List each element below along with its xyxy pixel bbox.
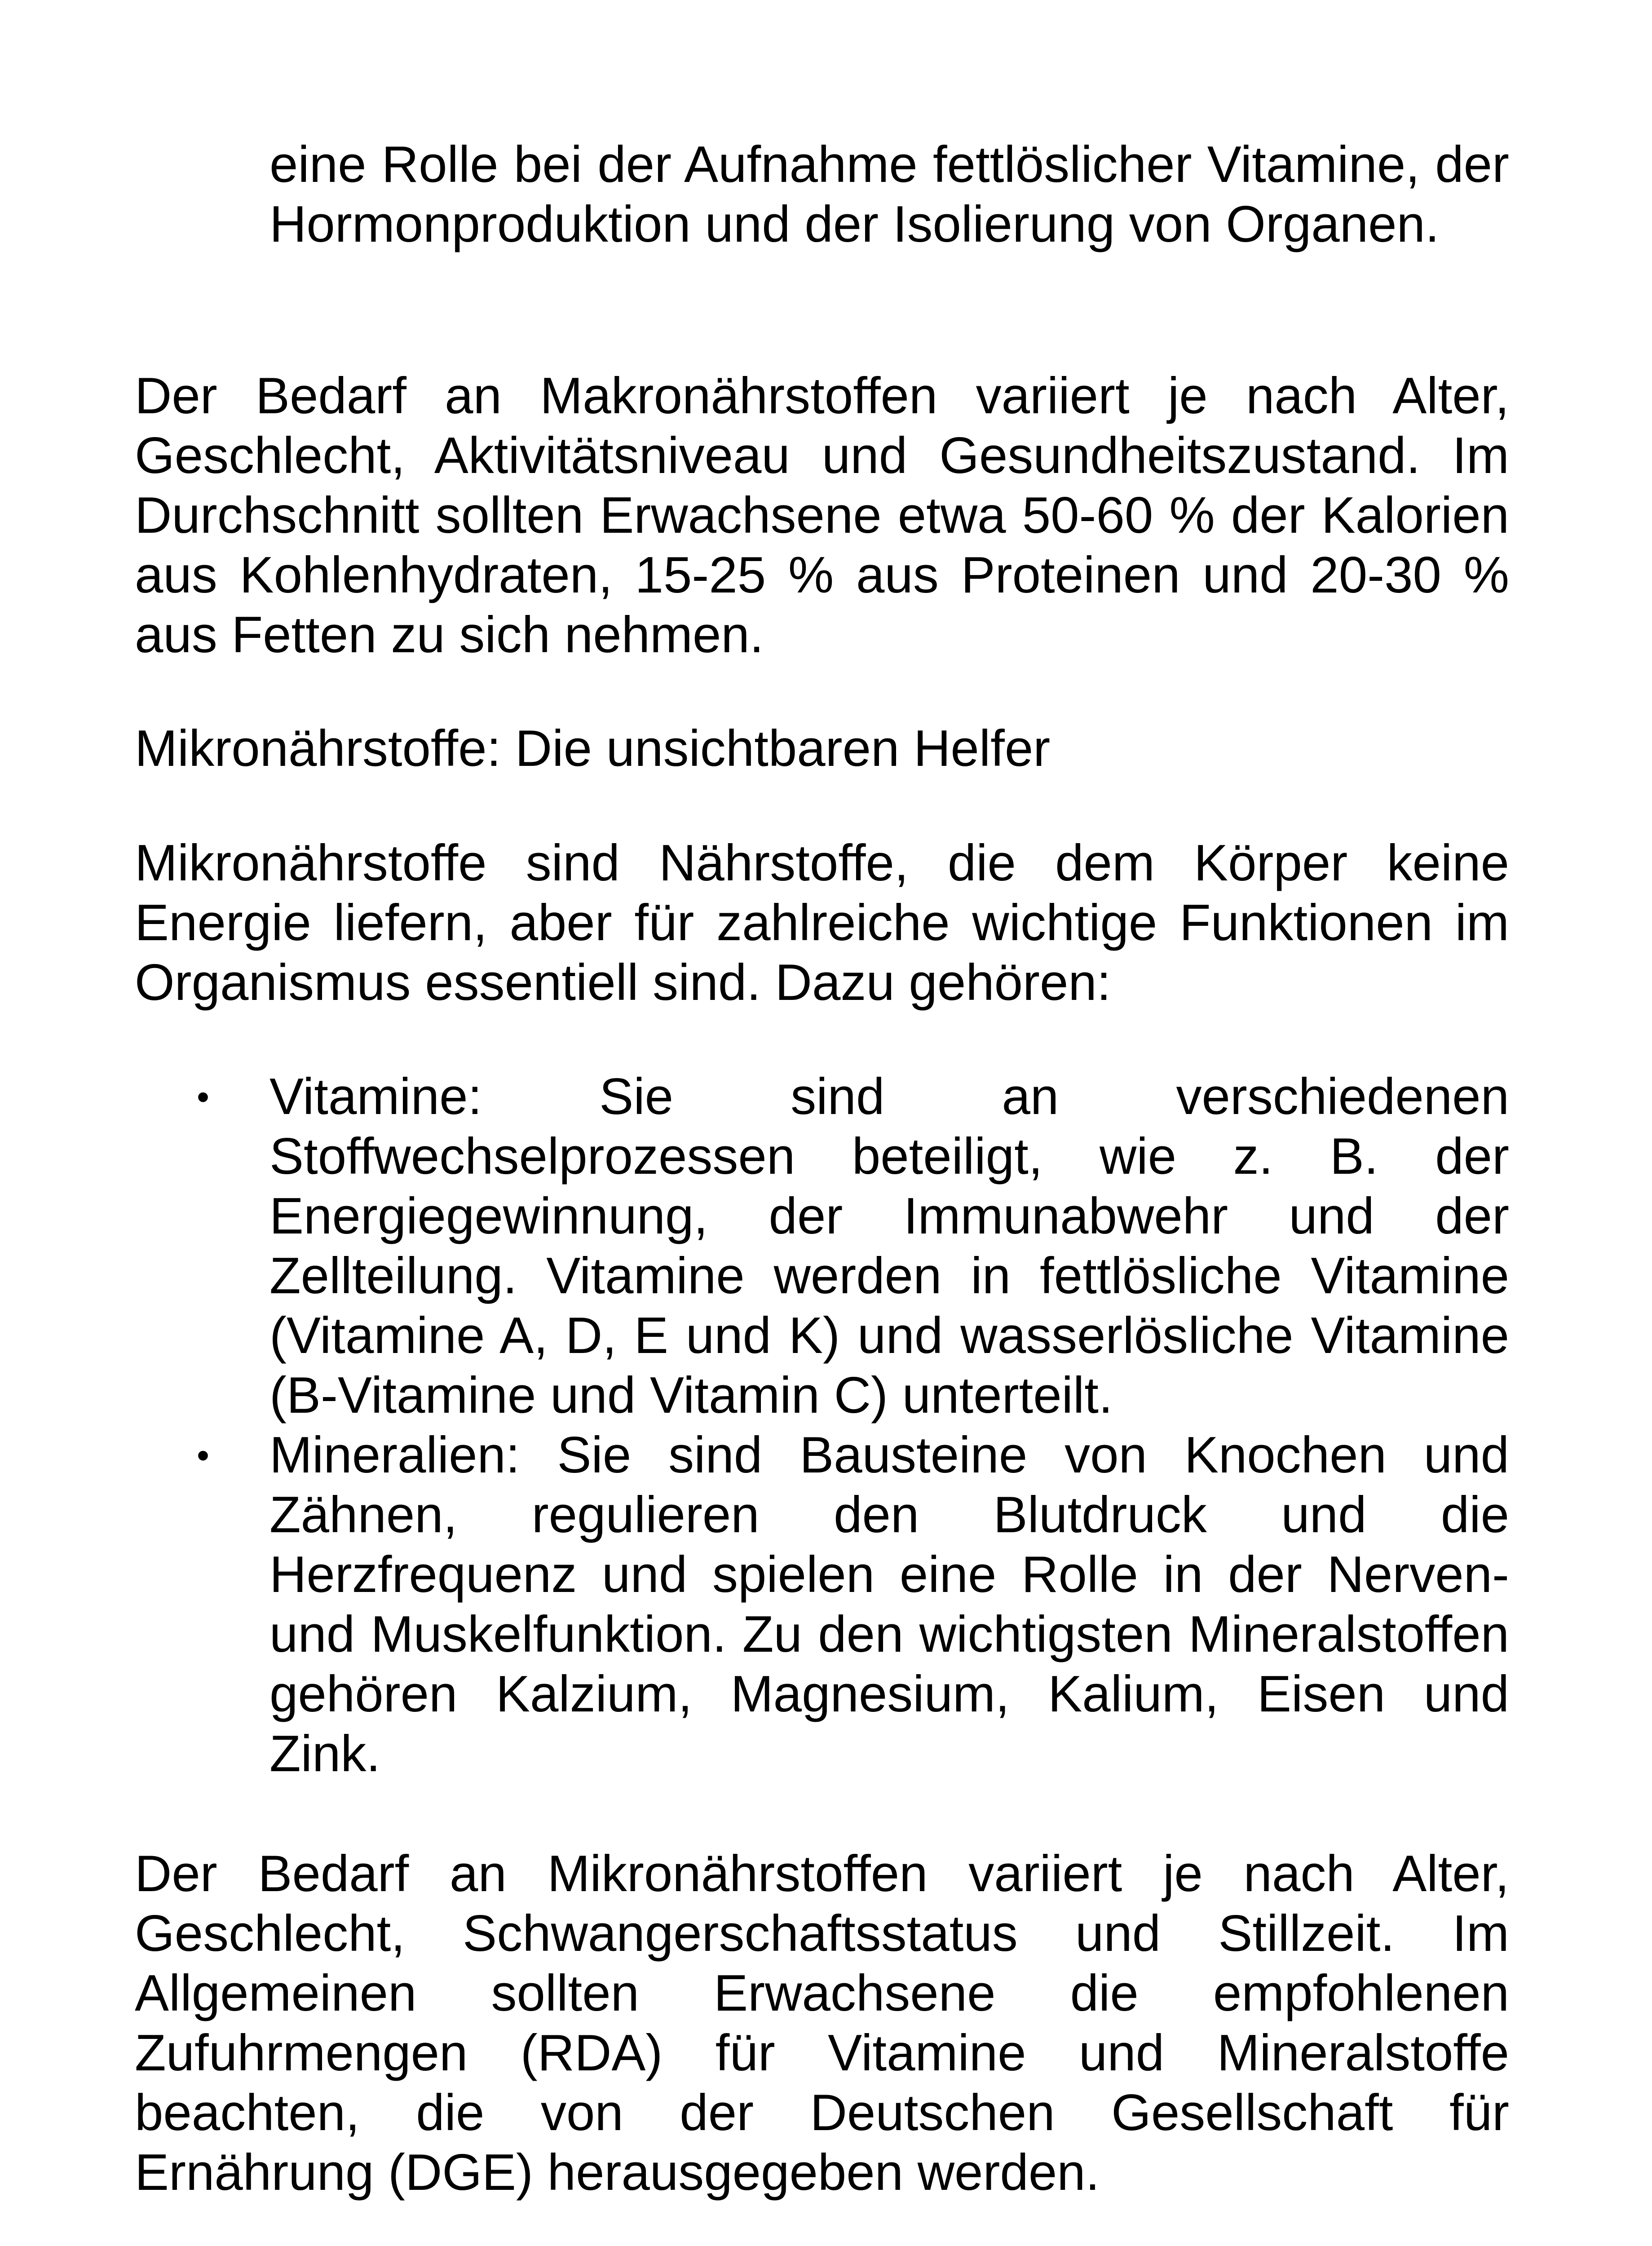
micronutrient-intro-paragraph: Mikronährstoffe sind Nährstoffe, die dem Körper keine Energie liefern, aber für zahlreiche wichtige Funktionen im Organismus essentiell sind. Dazu gehören: [135,835,1509,1011]
continued-paragraph: eine Rolle bei der Aufnahme fettlöslicher Vitamine, der Hormonproduktion und der Isolierung von Organen. [269,136,1509,253]
micronutrient-needs-paragraph: Der Bedarf an Mikronährstoffen variiert je nach Alter, Geschlecht, Schwangerschaftsstatus und Stillzeit. Im Allgemeinen sollten Erwachsene die empfohlenen Zufuhrmengen (RDA) für Vitamine und Mineralstoffe beachten, die von der Deutschen Gesellschaft für Ernährung (DGE) herausgegeben werden. [135,1845,1509,2201]
list-item [135,1067,1509,1425]
bullet-icon: • [197,1435,210,1475]
list-item-text: Vitamine: Sie sind an verschiedenen Stoffwechselprozessen beteiligt, wie z. B. der Energiegewinnung, der Immunabwehr und der Zellteilung. Vitamine werden in fettlösliche Vitamine (Vitamine A, D, E und K) und wasserlösliche Vitamine (B-Vitamine und Vitamin C) unterteilt. [269,1068,1509,1424]
micronutrient-list [135,1067,1509,1784]
list-item-text: Mineralien: Sie sind Bausteine von Knochen und Zähnen, regulieren den Blutdruck und die Herzfrequenz und spielen eine Rolle in der Nerven- und Muskelfunktion. Zu den wichtigsten Mineralstoffen gehören Kalzium, Magnesium, Kalium, Eisen und Zink. [269,1427,1509,1782]
list-item [135,1425,1509,1784]
section-heading: Mikronährstoffe: Die unsichtbaren Helfer [135,720,1051,777]
macronutrient-needs-paragraph: Der Bedarf an Makronährstoffen variiert je nach Alter, Geschlecht, Aktivitätsniveau und Gesundheitszustand. Im Durchschnitt sollten Erwachsene etwa 50-60 % der Kalorien aus Kohlenhydraten, 15-25 % aus Proteinen und 20-30 % aus Fetten zu sich nehmen. [135,367,1509,663]
bullet-icon: • [197,1077,210,1117]
